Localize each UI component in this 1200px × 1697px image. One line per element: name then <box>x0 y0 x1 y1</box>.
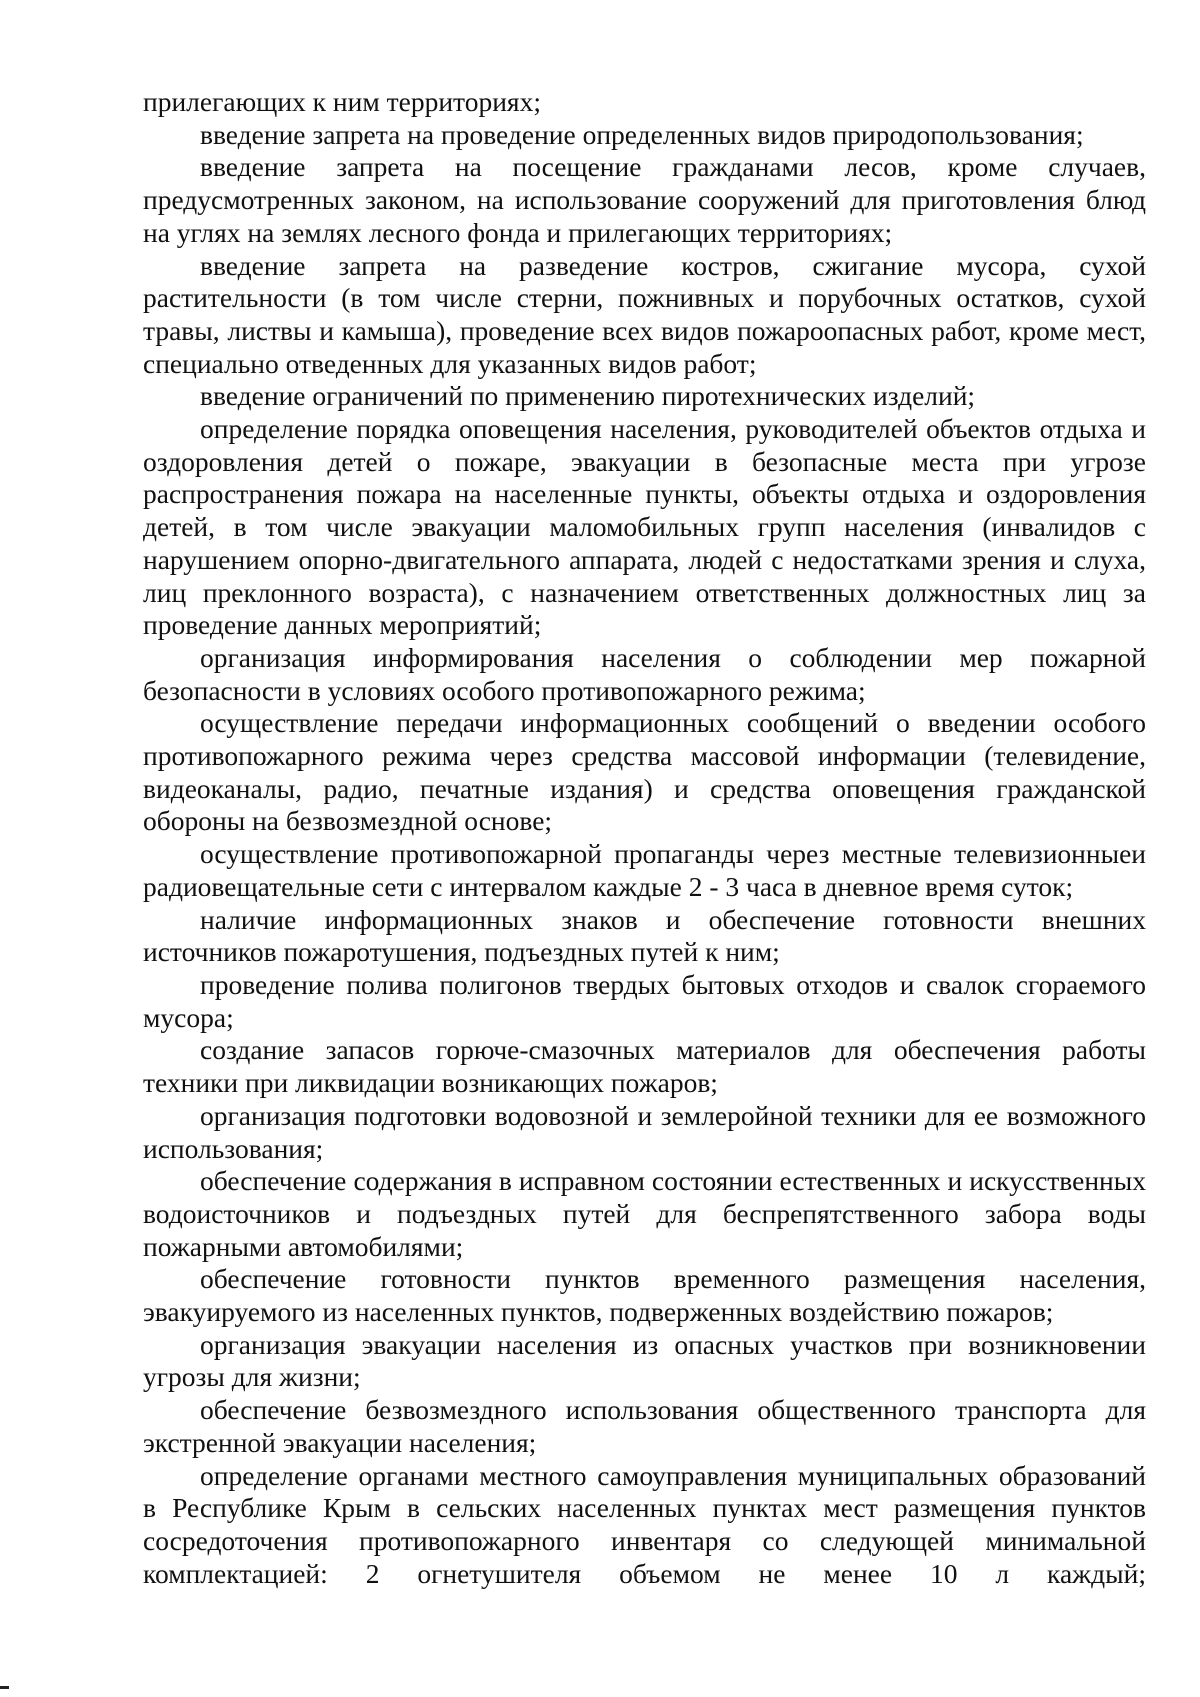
paragraph-landfill-watering: проведение полива полигонов твердых бытовых отходов и свалок сгораемого мусора; <box>143 968 1146 1033</box>
paragraph-nature-use-ban: введение запрета на проведение определенных видов природопользования; <box>200 118 1084 150</box>
paragraph-fire-propaganda: осуществление противопожарной пропаганды через местные телевизионныеи радиовещательные сети с интервалом каждые 2 - 3 часа в дневное время суток; <box>143 838 1146 902</box>
paragraph-public-informing: организация информирования населения о соблюдении мер пожарной безопасности в условиях особого противопожарного режима; <box>143 641 1146 706</box>
paragraph-notification-order: определение порядка оповещения населения, руководителей объектов отдыха и оздоровления детей о пожаре, эвакуации в безопасные места при угрозе распространения пожара на населенные пункты, объекты отдыха и оздоровления детей, в том числе эвакуации маломобильных групп населения (инвалидов с нарушением опорно-двигательного аппарата, людей с недостатками зрения и слуха, лиц преклонного возраста), с назначением ответственных должностных лиц за проведение данных мероприятий; <box>143 413 1146 641</box>
paragraph-fuel-reserves: создание запасов горюче-смазочных материалов для обеспечения работы техники при ликвидации возникающих пожаров; <box>143 1034 1146 1099</box>
paragraph-water-sources: обеспечение содержания в исправном состоянии естественных и искусственных водоисточников и подъездных путей для беспрепятственного забора воды пожарными автомобилями; <box>143 1165 1146 1262</box>
paragraph-pyrotechnics-limit: введение ограничений по применению пиротехнических изделий; <box>200 380 976 412</box>
paragraph-evacuation: организация эвакуации населения из опасных участков при возникновении угрозы для жизни; <box>143 1328 1146 1393</box>
paragraph-temporary-shelters: обеспечение готовности пунктов временного размещения населения, эвакуируемого из населенных пунктов, подверженных воздействию пожаров; <box>143 1263 1146 1328</box>
paragraph-fire-ban: введение запрета на разведение костров, сжигание мусора, сухой растительности (в том числе стерни, пожнивных и порубочных остатков, сухой травы, листвы и камыша), проведение всех видов пожароопасных работ, кроме мест, специально отведенных для указанных видов работ; <box>143 249 1146 379</box>
paragraph-inventory-points: определение органами местного самоуправления муниципальных образований в Республике Крым в сельских населенных пунктах мест размещения пунктов сосредоточения противопожарного инвентаря со следующей минимальной комплектацией: 2 огнетушителя объемом не менее 10 л каждый; <box>143 1459 1146 1589</box>
paragraph-continuation: прилегающих к ним территориях; <box>143 86 541 117</box>
paragraph-equipment-preparation: организация подготовки водовозной и землеройной техники для ее возможного использования; <box>143 1099 1146 1164</box>
paragraph-media-messages: осуществление передачи информационных сообщений о введении особого противопожарного режима через средства массовой информации (телевидение, видеоканалы, радио, печатные издания) и средства оповещения гражданской обороны на безвозмездной основе; <box>143 707 1146 837</box>
paragraph-info-signs: наличие информационных знаков и обеспечение готовности внешних источников пожаротушения, подъездных путей к ним; <box>143 903 1146 968</box>
document-body <box>143 86 1146 1590</box>
paragraph-public-transport: обеспечение безвозмездного использования общественного транспорта для экстренной эвакуации населения; <box>143 1394 1146 1458</box>
scan-edge-mark <box>0 1686 9 1689</box>
paragraph-forest-visit-ban: введение запрета на посещение гражданами лесов, кроме случаев, предусмотренных законом, на использование сооружений для приготовления блюд на углях на землях лесного фонда и прилегающих территориях; <box>143 151 1146 248</box>
